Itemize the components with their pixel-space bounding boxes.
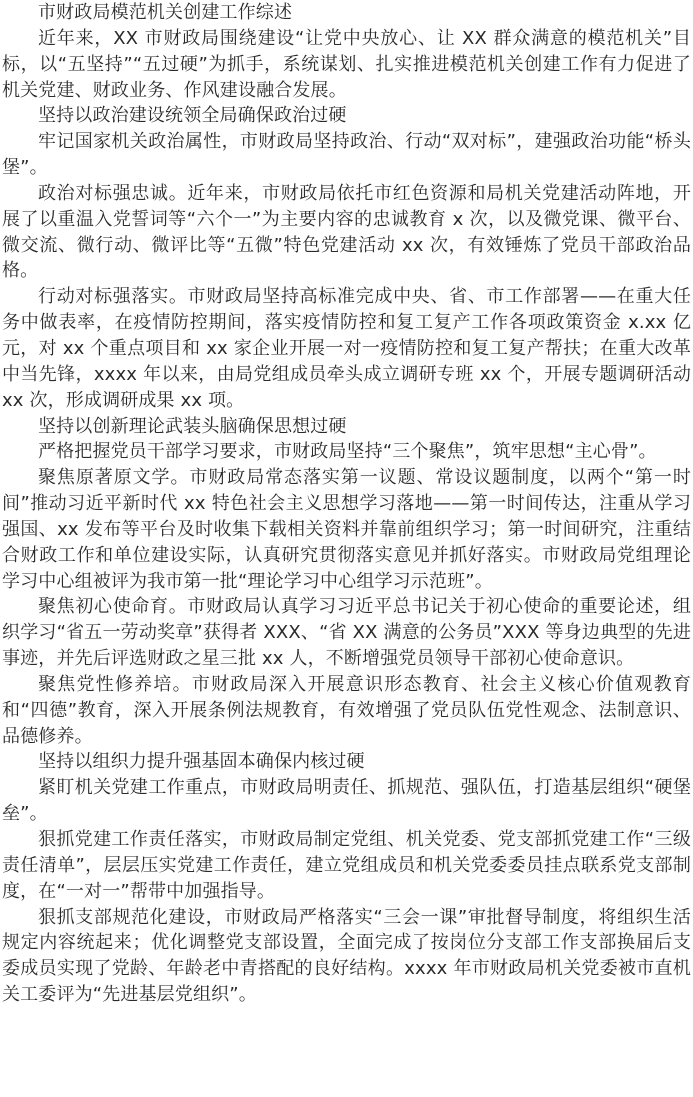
paragraph: 近年来，XX 市财政局围绕建设“让党中央放心、让 XX 群众满意的模范机关”目标，以“五坚持”“五过硬”为抓手，系统谋划、扎实推进模范机关创建工作有力促进了机关党建、财政业务、作风建设融合发展。	[2, 27, 691, 101]
paragraph: 行动对标强落实。市财政局坚持高标准完成中央、省、市工作部署——在重大任务中做表率，在疫情防控期间，落实疫情防控和复工复产工作各项政策资金 x.xx 亿元，对 xx 个重点项目和 xx 家企业开展一对一疫情防控和复工复产帮扶；在重大改革中当先锋，xxxx 年以来，由局党组成员牵头成立调研专班 xx 个，开展专题调研活动 xx 次，形成调研成果 xx 项。	[2, 286, 691, 411]
paragraph: 聚焦党性修养培。市财政局深入开展意识形态教育、社会主义核心价值观教育和“四德”教育，深入开展条例法规教育，有效增强了党员队伍党性观念、法制意识、品德修养。	[2, 673, 691, 747]
paragraph: 聚焦原著原文学。市财政局常态落实第一议题、常设议题制度，以两个“第一时间”推动习近平新时代 xx 特色社会主义思想学习落地——第一时间传达，注重从学习强国、xx 发布等平台及时收集下载相关资料并靠前组织学习；第一时间研究，注重结合财政工作和单位建设实际，认真研究贯彻落实意见并抓好落实。市财政局党组理论学习中心组被评为我市第一批“理论学习中心组学习示范班”。	[2, 467, 691, 592]
paragraph: 聚焦初心使命育。市财政局认真学习习近平总书记关于初心使命的重要论述，组织学习“省五一劳动奖章”获得者 XXX、“省 XX 满意的公务员”XXX 等身边典型的先进事迹，并先后评选财政之星三批 xx 人，不断增强党员领导干部初心使命意识。	[2, 596, 691, 670]
paragraph: 紧盯机关党建工作重点，市财政局明责任、抓规范、强队伍，打造基层组织“硬堡垒”。	[2, 777, 691, 825]
section-heading: 坚持以创新理论武装头脑确保思想过硬	[38, 415, 347, 437]
paragraph: 牢记国家机关政治属性，市财政局坚持政治、行动“双对标”，建强政治功能“桥头堡”。	[2, 131, 691, 179]
paragraph: 狠抓支部规范化建设，市财政局严格落实“三会一课”审批督导制度，将组织生活规定内容统起来；优化调整党支部设置，全面完成了按岗位分支部工作支部换届后支委成员实现了党龄、年龄老中青搭配的良好结构。xxxx 年市财政局机关党委被市直机关工委评为“先进基层党组织”。	[2, 906, 691, 1006]
section-heading: 坚持以组织力提升强基固本确保内核过硬	[38, 751, 365, 773]
paragraph: 政治对标强忠诚。近年来，市财政局依托市红色资源和局机关党建活动阵地，开展了以重温入党誓词等“六个一”为主要内容的忠诚教育 x 次，以及微党课、微平台、微交流、微行动、微评比等“五微”特色党建活动 xx 次，有效锤炼了党员干部政治品格。	[2, 182, 691, 282]
paragraph: 狠抓党建工作责任落实，市财政局制定党组、机关党委、党支部抓党建工作“三级责任清单”，层层压实党建工作责任，建立党组成员和机关党委委员挂点联系党支部制度，在“一对一”帮带中加强指导。	[2, 829, 691, 902]
section-heading: 坚持以政治建设统领全局确保政治过硬	[38, 105, 347, 127]
paragraph: 严格把握党员干部学习要求，市财政局坚持“三个聚焦”，筑牢思想“主心骨”。	[38, 441, 657, 463]
document-title: 市财政局模范机关创建工作综述	[38, 2, 293, 23]
